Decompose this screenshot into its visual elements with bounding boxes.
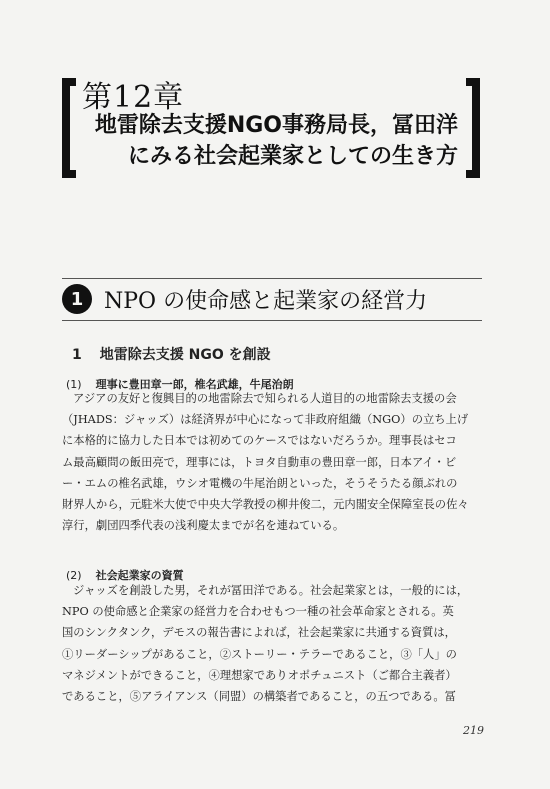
text-line: であること，⑤アライアンス（同盟）の構築者であること，の五つである。冨 [62,690,456,704]
item-number: (1) [66,378,82,391]
text-line: 国のシンクタンク，デモスの報告書によれば，社会起業家に共通する資質は， [62,626,456,640]
section-header [62,282,427,316]
item-title: 社会起業家の資質 [95,569,184,582]
section-rule-top [62,278,482,279]
subsection-title: 地雷除去支援 NGO を創設 [99,347,271,363]
right-bracket [466,78,480,178]
text-line: ジャッズを創設した男，それが冨田洋である。社会起業家とは，一般的には， [73,584,469,597]
paragraph [62,388,486,536]
section-rule-bottom [62,320,482,321]
chapter-header [62,72,480,184]
text-line: に本格的に協力した日本では初めてのケースではないだろうか。理事長はセコ [62,434,457,448]
text-line: ①リーダーシップがあること，②ストーリー・テラーであること，③「人」の [62,647,457,661]
text-line: アジアの友好と復興目的の地雷除去で知られる人道目的の地雷除去支援の会 [73,392,457,405]
chapter-title-line: 地雷除去支援NGO事務局長，冨田洋 [94,113,458,138]
page-number: 219 [463,724,484,737]
subsection-heading [72,344,271,364]
text-line: NPO の使命感と企業家の経営力を合わせもつ一種の社会革命家とされる。英 [62,605,454,619]
item-title: 理事に豊田章一郎，椎名武雄，牛尾治朗 [95,378,294,391]
subsection-number: 1 [72,347,82,363]
text-line: （JHADS：ジャッズ）は経済界が中心になって非政府組織（NGO）の立ち上げ [62,413,469,427]
chapter-number: 第12章 [82,80,185,115]
left-bracket [62,78,76,178]
text-line: 財界人から，元駐米大使で中央大学教授の柳井俊二，元内閣安全保障室長の佐々 [62,498,469,512]
chapter-title [95,110,458,172]
text-line: 淳行，劇団四季代表の浅利慶太までが名を連ねている。 [62,519,345,533]
section-title: NPO の使命感と起業家の経営力 [104,288,428,314]
section-number-badge: 1 [62,284,92,314]
item-number: (2) [66,569,82,582]
text-line: ム最高顧問の飯田亮で，理事には，トヨタ自動車の豊田章一郎，日本アイ・ビ [62,455,457,469]
text-line: ー・エムの椎名武雄，ウシオ電機の牛尾治朗といった，そうそうたる顔ぶれの [62,476,458,490]
text-line: マネジメントができること，④理想家でありオポチュニスト（ご都合主義者） [62,668,457,682]
paragraph [62,580,486,707]
chapter-title-line: にみる社会起業家としての生き方 [127,144,458,169]
